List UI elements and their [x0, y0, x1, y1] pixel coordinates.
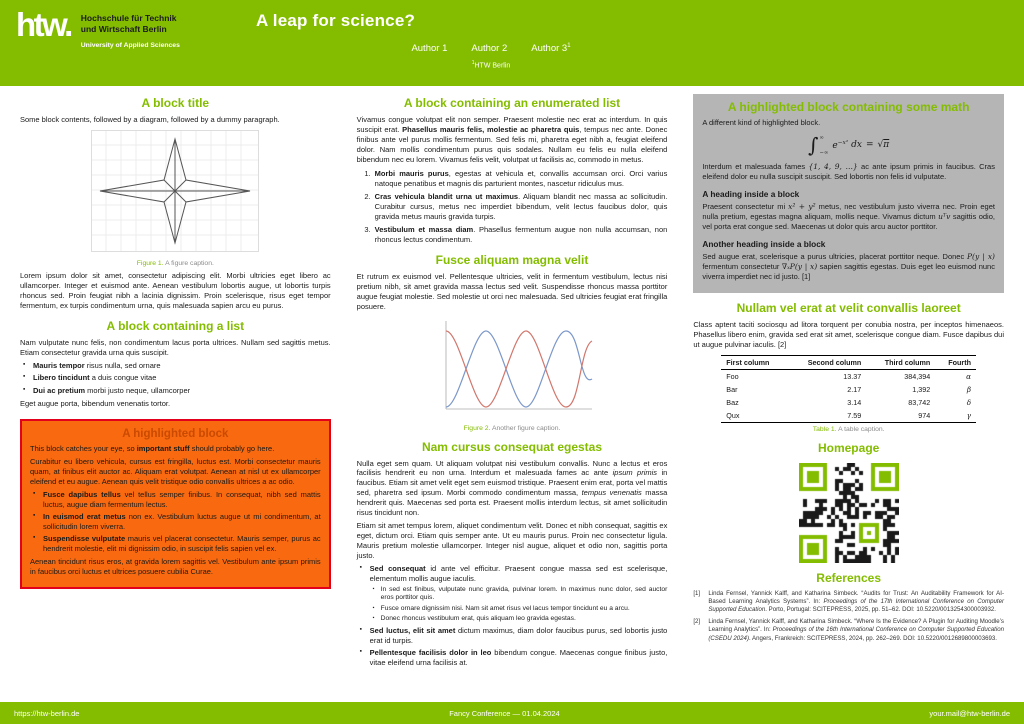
display-equation — [702, 135, 995, 156]
paragraph: Et rutrum ex euismod vel. Pellentesque ultricies, velit in fermentum vestibulum, lectus nisi pretium nibh, sit amet gravida massa lectus sed velit. Suspendisse rhoncus massa porttitor augue feugiat molestie. Sed molestie ut orci nec malesuada. Sed ultricies feugiat erat fringilla posuere. — [356, 271, 668, 311]
paragraph: Interdum et malesuada fames {1, 4, 9, …} ac ante ipsum primis in faucibus. Cras eleifend dolor eu nulla suscipit suscipit. Sed lobortis non felis id vulputate. — [702, 161, 995, 181]
equation-result: √π — [877, 140, 890, 151]
list-item: ▪ In euismod erat metus non ex. Vestibulum luctus augue ut mi condimentum, at sollicitudin lorem viverra. — [32, 512, 321, 532]
integral-sign: ∫ — [808, 133, 819, 158]
figure-2 — [357, 317, 668, 432]
footer — [0, 702, 1024, 724]
block-heading: A block containing an enumerated list — [403, 96, 621, 110]
footer-url[interactable]: https://htw-berlin.de — [14, 708, 80, 718]
list-item: ▪ Mauris tempor risus nulla, sed ornare — [22, 361, 331, 371]
list-item: ▪ In sed est finibus, vulputate nunc gravida, pulvinar lorem. In maximus nunc dolor, sed auctor eros porttitor quis. — [372, 586, 668, 603]
table-caption: Table 1. A table caption. — [812, 425, 885, 433]
column-header: Second column — [787, 355, 866, 369]
list-item — [359, 626, 668, 646]
block-subheading: A heading inside a block — [702, 188, 800, 199]
reference-text: Linda Fernsel, Yannick Kalff, and Katharina Simbeck. “Where Is the Evidence? A Plugin for Auditing Moodle’s Learning Analytics”. In: Proceedings of the 16th International Conference on Computer Supported Education (CSEDU 2024). Angers, Frankreich: SCITEPRESS, 2024, pp. 262–269. DOI: 10.5220/0012689800003693. — [708, 617, 1004, 642]
table-row: Baz 3.14 83,742 δ — [726, 397, 972, 407]
paragraph: Etiam sit amet tempus lorem, aliquet condimentum velit. Donec et nibh consequat, sagittis ex eget, dictum orci. Etiam quis semper ante. Ut eu mauris purus. Proin nec consectetur ligula. Mauris pretium molestie ullamcorper. Integer nisl augue, aliquet et odio non, sagittis porta justo. — [356, 521, 668, 561]
column-header: Third column — [866, 355, 935, 369]
figure-1 — [20, 130, 331, 267]
paragraph: Nulla eget sem quam. Ut aliquam volutpat nisi vestibulum convallis. Nunc a lectus et eros facilisis hendrerit eu non urna. Interdum et malesuada fames ac ante ipsum primis in faucibus. Etiam sit amet velit eget sem euismod tristique. Praesent enim erat, porta vel mattis sed, pharetra sed ipsum. Morbi commodo condimentum massa, tempus venenatis massa hendrerit quis. Maecenas sed porta est. Praesent mollis interdum lectus, sit amet sollicitudin risus tincidunt non. — [356, 458, 668, 518]
header — [0, 0, 1024, 86]
column-1 — [20, 94, 331, 698]
list-item-text: Pellentesque facilisis dolor in leo bibendum congue. Maecenas congue finibus justo, vitae eleifend urna facilisis at. — [369, 648, 668, 668]
column-3 — [693, 94, 1004, 698]
reference-text: Linda Fernsel, Yannick Kalff, and Katharina Simbeck. “Audits for Trust: An Auditability Framework for AI-Based Learning Analytics Systems”. In: Proceedings of the 17th International Conference on Computer Supported Education. Porto, Portugal: SCITEPRESS, 2025, pp. 51–62. DOI: 10.5220/0013254300003932. — [708, 589, 1004, 614]
table-header-row — [721, 355, 976, 369]
highlighted-block — [20, 419, 331, 590]
list-item: ▪ Fusce ornare dignissim nisi. Nam sit amet risus vel lacus tempor tincidunt eu a arcu. — [372, 605, 668, 614]
institution-line: und Wirtschaft Berlin — [80, 24, 167, 35]
math-highlighted-block — [693, 94, 1004, 293]
list-item: ▪ Fusce dapibus tellus vel tellus semper finibus. In consequat, nibh sed mattis luctus, augue diam fermentum lectus. — [32, 490, 321, 510]
block-a-block-title — [20, 96, 331, 311]
block-heading: A block containing a list — [106, 318, 245, 333]
references-list — [693, 590, 1004, 643]
sine-wave-plot-image — [424, 317, 599, 417]
list-item: ▪ Suspendisse vulputate mauris vel placerat consectetur. Mauris semper, purus ac hendrerit molestie, elit mi dignissim odio, in suscipit felis sapien vel ex. — [32, 534, 321, 554]
column-header: Fourth — [935, 355, 976, 369]
paragraph: Some block contents, followed by a diagram, followed by a dummy paragraph. — [20, 115, 280, 124]
sub-bullet-list — [372, 586, 668, 624]
institution-line: Hochschule für Technik — [80, 13, 177, 23]
author-3: Author $3^1$ — [531, 43, 571, 55]
list-item: ▪ Libero tincidunt a duis congue vitae — [22, 373, 331, 383]
data-table — [721, 355, 976, 423]
table-row: Foo 13.37 384,394 α — [726, 371, 972, 381]
institution-subtitle: University of Applied Sciences — [80, 42, 180, 50]
footer-email[interactable]: your.mail@htw-berlin.de — [929, 708, 1010, 718]
block-heading: A block title — [141, 96, 210, 110]
htw-logo-text: htw. — [16, 6, 71, 43]
reference-item — [693, 618, 1004, 643]
integral-limits: ∞ −∞ — [819, 134, 829, 156]
block-heading: References — [816, 570, 882, 585]
block-table — [693, 301, 1004, 433]
paragraph: Class aptent taciti sociosqu ad litora torquent per conubia nostra, per inceptos himenaeos. Phasellus libero enim, gravida sed erat sit amet, scelerisque congue diam. Fusce dapibus dui ut augue pulvinar iaculis. [2] — [693, 319, 1004, 349]
block-heading: Nullam vel erat at velit convallis laoreet — [736, 300, 961, 315]
star-plot-image — [91, 130, 259, 252]
equals-sign: = — [866, 140, 874, 151]
paragraph: A different kind of highlighted block. — [702, 118, 821, 127]
list-item: ▪ Dui ac pretium morbi justo neque, ullamcorper — [22, 386, 331, 396]
table-row: Bar 2.17 1,392 β — [726, 384, 972, 394]
block-heading: Fusce aliquam magna velit — [435, 252, 589, 267]
poster-body — [0, 86, 1024, 702]
paragraph: Nam vulputate nunc felis, non condimentum lacus porta ultrices. Nullam sed sagittis metus. Etiam consectetur gravida urna quis suscipit. — [20, 337, 331, 357]
table-row: Qux 7.59 974 γ — [721, 409, 976, 423]
figure-caption: Figure 1. A figure caption. — [136, 259, 214, 267]
reference-number: [2] — [693, 617, 701, 625]
qr-code — [799, 463, 899, 563]
numbered-list — [373, 169, 668, 245]
list-item — [359, 564, 668, 623]
affiliation: $^1$HTW Berlin — [471, 60, 511, 70]
paragraph: Aenean tincidunt risus eros, at gravida lorem sagittis vel. Vestibulum ante ipsum primis in faucibus orci luctus et ultrices posuere cubilia Curae. — [30, 557, 321, 577]
block-fusce-aliquam — [357, 253, 668, 432]
qr-container — [693, 463, 1004, 563]
paragraph: Curabitur eu libero vehicula, cursus est fringilla, luctus est. Morbi consectetur mauris quam, at finibus elit auctor ac. Aliquam erat volutpat. Aenean at nisl ut ex ullamcorper eleifend et eu augue. Aenean quis velit tristique odio convallis ultrices a ac odio. — [30, 456, 321, 486]
authors — [256, 43, 726, 54]
integrand: $e^{-x^2}$ — [832, 139, 849, 151]
bullet-list — [22, 361, 331, 396]
list-item-text: Sed consequat id ante vel efficitur. Praesent congue massa sed est scelerisque, elementum mollis augue iaculis. — [369, 564, 668, 584]
block-subheading: Another heading inside a block — [702, 238, 826, 249]
author-2: Author 2 — [471, 43, 508, 54]
htw-logo — [16, 6, 180, 50]
block-heading: A highlighted block containing some math — [727, 100, 970, 114]
block-homepage — [693, 441, 1004, 563]
differential: dx — [851, 140, 862, 151]
bullet-list — [359, 564, 668, 668]
column-header: First column — [721, 355, 787, 369]
block-containing-a-list — [20, 319, 331, 409]
block-references — [693, 571, 1004, 643]
paragraph: Sed augue erat, scelerisque a purus ultricies, placerat porttitor neque. Donec P(y | x) fermentum consectetur ∇ₓP(y | x) sapien sagittis egestas. Duis eget leo euismod nunc viverra imperdiet nec id justo. [1] — [702, 251, 995, 281]
list-item: 1. Morbi mauris purus, egestas at vehicula et, convallis accumsan orci. Orci varius natoque penatibus et magnis dis parturient montes, nascetur ridiculus mus. — [373, 169, 668, 189]
list-item-text: Sed luctus, elit sit amet dictum maximus, diam dolor faucibus purus, sed lobortis justo erat id turpis. — [369, 625, 668, 645]
list-item: 2. Cras vehicula blandit urna ut maximus. Aliquam blandit nec massa ac sollicitudin. Curabitur cursus, metus nec imperdiet bibendum, velit lectus faucibus dolor, quis gravida metus mauris gravida turpis. — [373, 192, 668, 222]
author-affiliation-marker: 1 — [567, 43, 571, 49]
list-item: 3. Vestibulum et massa diam. Phasellus fermentum augue non nulla accumsan, non rhoncus lectus condimentum. — [373, 225, 668, 245]
poster-title: A leap for science? — [256, 11, 416, 30]
paragraph: Vivamus congue volutpat elit non semper. Praesent molestie nec erat ac interdum. In quis suscipit erat. Phasellus mauris felis, molestie ac pharetra quis, tempus nec ante. Donec finibus ante vel purus mollis fermentum. Sed felis mi, pharetra eget nibh a, feugiat eleifend dolor. Nam mollis condimentum purus quis sodales. Nullam eu felis eu nulla eleifend bibendum nec eu lorem. Vivamus felis velit, volutpat ut facilisis ac, commodo in metus. — [356, 115, 668, 164]
paragraph: Praesent consectetur mi x² + y² metus, nec vestibulum justo viverra nec. Proin eget nulla pretium, egestas magna aliquam, mollis neque. Vivamus dictum uᵀv sagittis odio, vel porta erat congue sed. Maecenas ut dolor quis arcu auctor porttitor. — [702, 201, 995, 231]
reference-item — [693, 590, 1004, 615]
block-heading: Homepage — [817, 440, 880, 455]
paragraph: Lorem ipsum dolor sit amet, consectetur adipiscing elit. Morbi ultricies eget libero ac ullamcorper. Integer et euismod ante. Aenean vestibulum lobortis augue, ut lobortis turpis rhoncus sed. Proin feugiat nibh a lacinia dignissim. Proin scelerisque, risus eget tempor fermentum, ex turpis condimentum urna, quis malesuada sapien arcu eu purus. — [20, 270, 331, 310]
reference-number: [1] — [693, 589, 701, 597]
block-nam-cursus — [357, 440, 668, 669]
block-heading: Nam cursus consequat egestas — [421, 439, 603, 454]
bullet-list — [32, 490, 321, 555]
paragraph: This block catches your eye, so important stuff should probably go here. — [30, 443, 275, 453]
block-heading: A highlighted block — [122, 427, 229, 440]
footer-conference: Fancy Conference — 01.04.2024 — [449, 708, 560, 718]
column-2 — [357, 94, 668, 698]
block-enumerated-list — [357, 96, 668, 245]
author-1: Author 1 — [411, 43, 448, 54]
list-item: ▪ Donec rhoncus vestibulum erat, quis aliquam leo gravida egestas. — [372, 615, 668, 624]
institution-lockup — [81, 13, 180, 49]
list-item — [359, 648, 668, 668]
figure-caption: Figure 2. Another figure caption. — [463, 424, 561, 432]
paragraph: Eget augue porta, bibendum venenatis tortor. — [20, 398, 171, 408]
